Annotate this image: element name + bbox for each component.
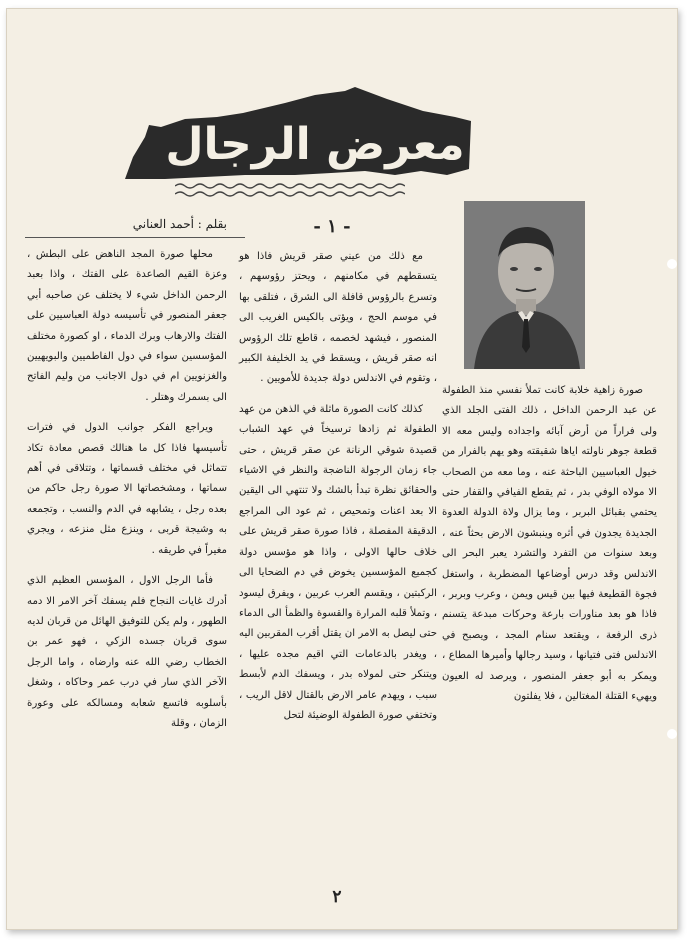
paragraph: مع ذلك من عيني صقر قريش فاذا هو يتسقطهم في مكامنهم ، ويحتز رؤوسهم ، وتسرع بالرؤوس قافلة الى الشرق ، فتلقى بها في موسم الحج ، ويؤتى بالكيس الغريب الى المنصور ، فيشهد لخصمه ، قاطع تلك الرؤوس انه صقر قريش ، ويسقط في يد الخليفة الكبير ، وتقوم في الاندلس دولة جديدة للأمويين . (239, 251, 437, 385)
paragraph: ويراجع الفكر جوانب الدول في فترات تأسيسها فاذا كل ما هنالك قصص معادة تكاد تتماثل في مختلف قسماتها ، وتتلاقى في أهم سماتها ، ومشخصاتها الا صورة رجل حاكم من بعده رجل ، يشابهه في الدم والنسب ، وتجمعه به وشيجة قربى ، وينزع مثل منزعه ، ويجري مغيراً في طريقه . (27, 422, 227, 556)
portrait-photo (464, 201, 585, 369)
text-column-left (27, 245, 227, 845)
paragraph: كذلك كانت الصورة ماثلة في الذهن من عهد الطفولة ثم زادها ترسيخاً في عهد الشباب قصيدة شوقي الرنانة عن صقر قريش ، حتى جاء زمان الرجولة الناضجة والنظر في الاشياء والحقائق نظرة تبدأ بالشك ولا تنتهي الى اليقين الا بعد اعنات وتمحيص ، ثم عود الى المراجع الدقيقة المفصلة ، فاذا صورة صقر قريش على خلاف حالها الاولى ، واذا هو مؤسس دولة كجميع المؤسسين يخوض في دم الضحايا الى الركبتين ، ويقسم العرب عربين ، ويفرق ليسود ، وتملأ قلبه المرارة والقسوة والظمأ الى الدماء حتى ليصل به الامر ان يقتل أقرب المقربين اليه ، ويغدر بالدعامات التي اقيم مجده عليها ، ويتنكر حتى لمولاه بدر ، ويسفك الدم لأبسط سبب ، ويهدم عامر الارض بالقتال لاقل الريب ، وتختفي صورة الطفولة الوضيئة لتحل (239, 403, 437, 721)
punch-hole (667, 259, 677, 269)
page-number: ٢ (332, 887, 342, 907)
title-banner (125, 87, 471, 182)
paragraph: صورة زاهية خلابة كانت تملأ نفسي منذ الطفولة عن عبد الرحمن الداخل ، ذلك الفتى الجلد الذي ولى فراراً من أرض آبائه واجداده وليس معه الا قطعة جوهر ناولته اياها شقيقته وهو يهم بالفرار من خيول العباسيين الباحثة عنه ، وما معه من الصحاب الا مولاه الوفي بدر ، ثم يقطع الفيافي والقفار حتى يحتمي بقبائل البربر ، وما يزال ولاة الدولة العدوة الجديدة يجدون في أثره وينبشون الارض بحثاً عنه ، وبعد سنوات من التفرد والتشرد يعبر البحر الى الاندلس وقد درس أوضاعها المضطربة ، واستغل فجوة القطيعة فيها بين قيس ويمن ، وعرب وبربر ، فاذا هو بعد مناورات بارعة وحركات مبدعة يتسنم ذرى الرفعة ، ويقتعد سنام المجد ، ويصبح في الاندلس فتى فتيانها ، وسيد رجالها وأميرها المطاع ، ويمكر به أبو جعفر المنصور ، ويرصد له العيون ويهيء القتلة المغتالين ، فلا يفلتون (442, 385, 657, 703)
paragraph: فأما الرجل الاول ، المؤسس العظيم الذي أدرك غايات النجاح فلم يسفك آخر الامر الا دمه الطهور ، ولم يكن للتوفيق الهائل من قربان لديه سوى قربان جسده الزكي ، فهو عمر بن الخطاب رضي الله عنه وارضاه ، واما الرجل الآخر الذي سار في درب عمر وحاكاه ، وشغل بأسلوبه فاتسع شعابه ومسالكه على وعورة الزمان ، وقلة (27, 575, 227, 729)
banner-title: معرض الرجال (165, 119, 465, 170)
magazine-page (6, 8, 678, 930)
byline-divider (25, 237, 245, 238)
decorative-wavy-line (175, 181, 405, 199)
author-byline: بقلم : أحمد العناني (132, 217, 227, 231)
section-number: - ١ - (313, 216, 351, 237)
text-column-middle (239, 247, 437, 881)
punch-hole (667, 729, 677, 739)
paragraph: محلها صورة المجد الناهض على البطش ، وعزة القيم الصاعدة على الفتك ، واذا بعبد الرحمن الداخل شيء لا يختلف عن صاحبه أبي جعفر المنصور في تأسيسه دولة العباسيين على الفتك والارهاب وبرك الدماء ، او كصورة مختلف المؤسسين سواء في دول الفاطميين والبويهيين والغزنويين ام في دول الاجانب من وليم الفاتح الى بسمرك وهتلر . (27, 249, 227, 403)
text-column-right (442, 381, 657, 909)
